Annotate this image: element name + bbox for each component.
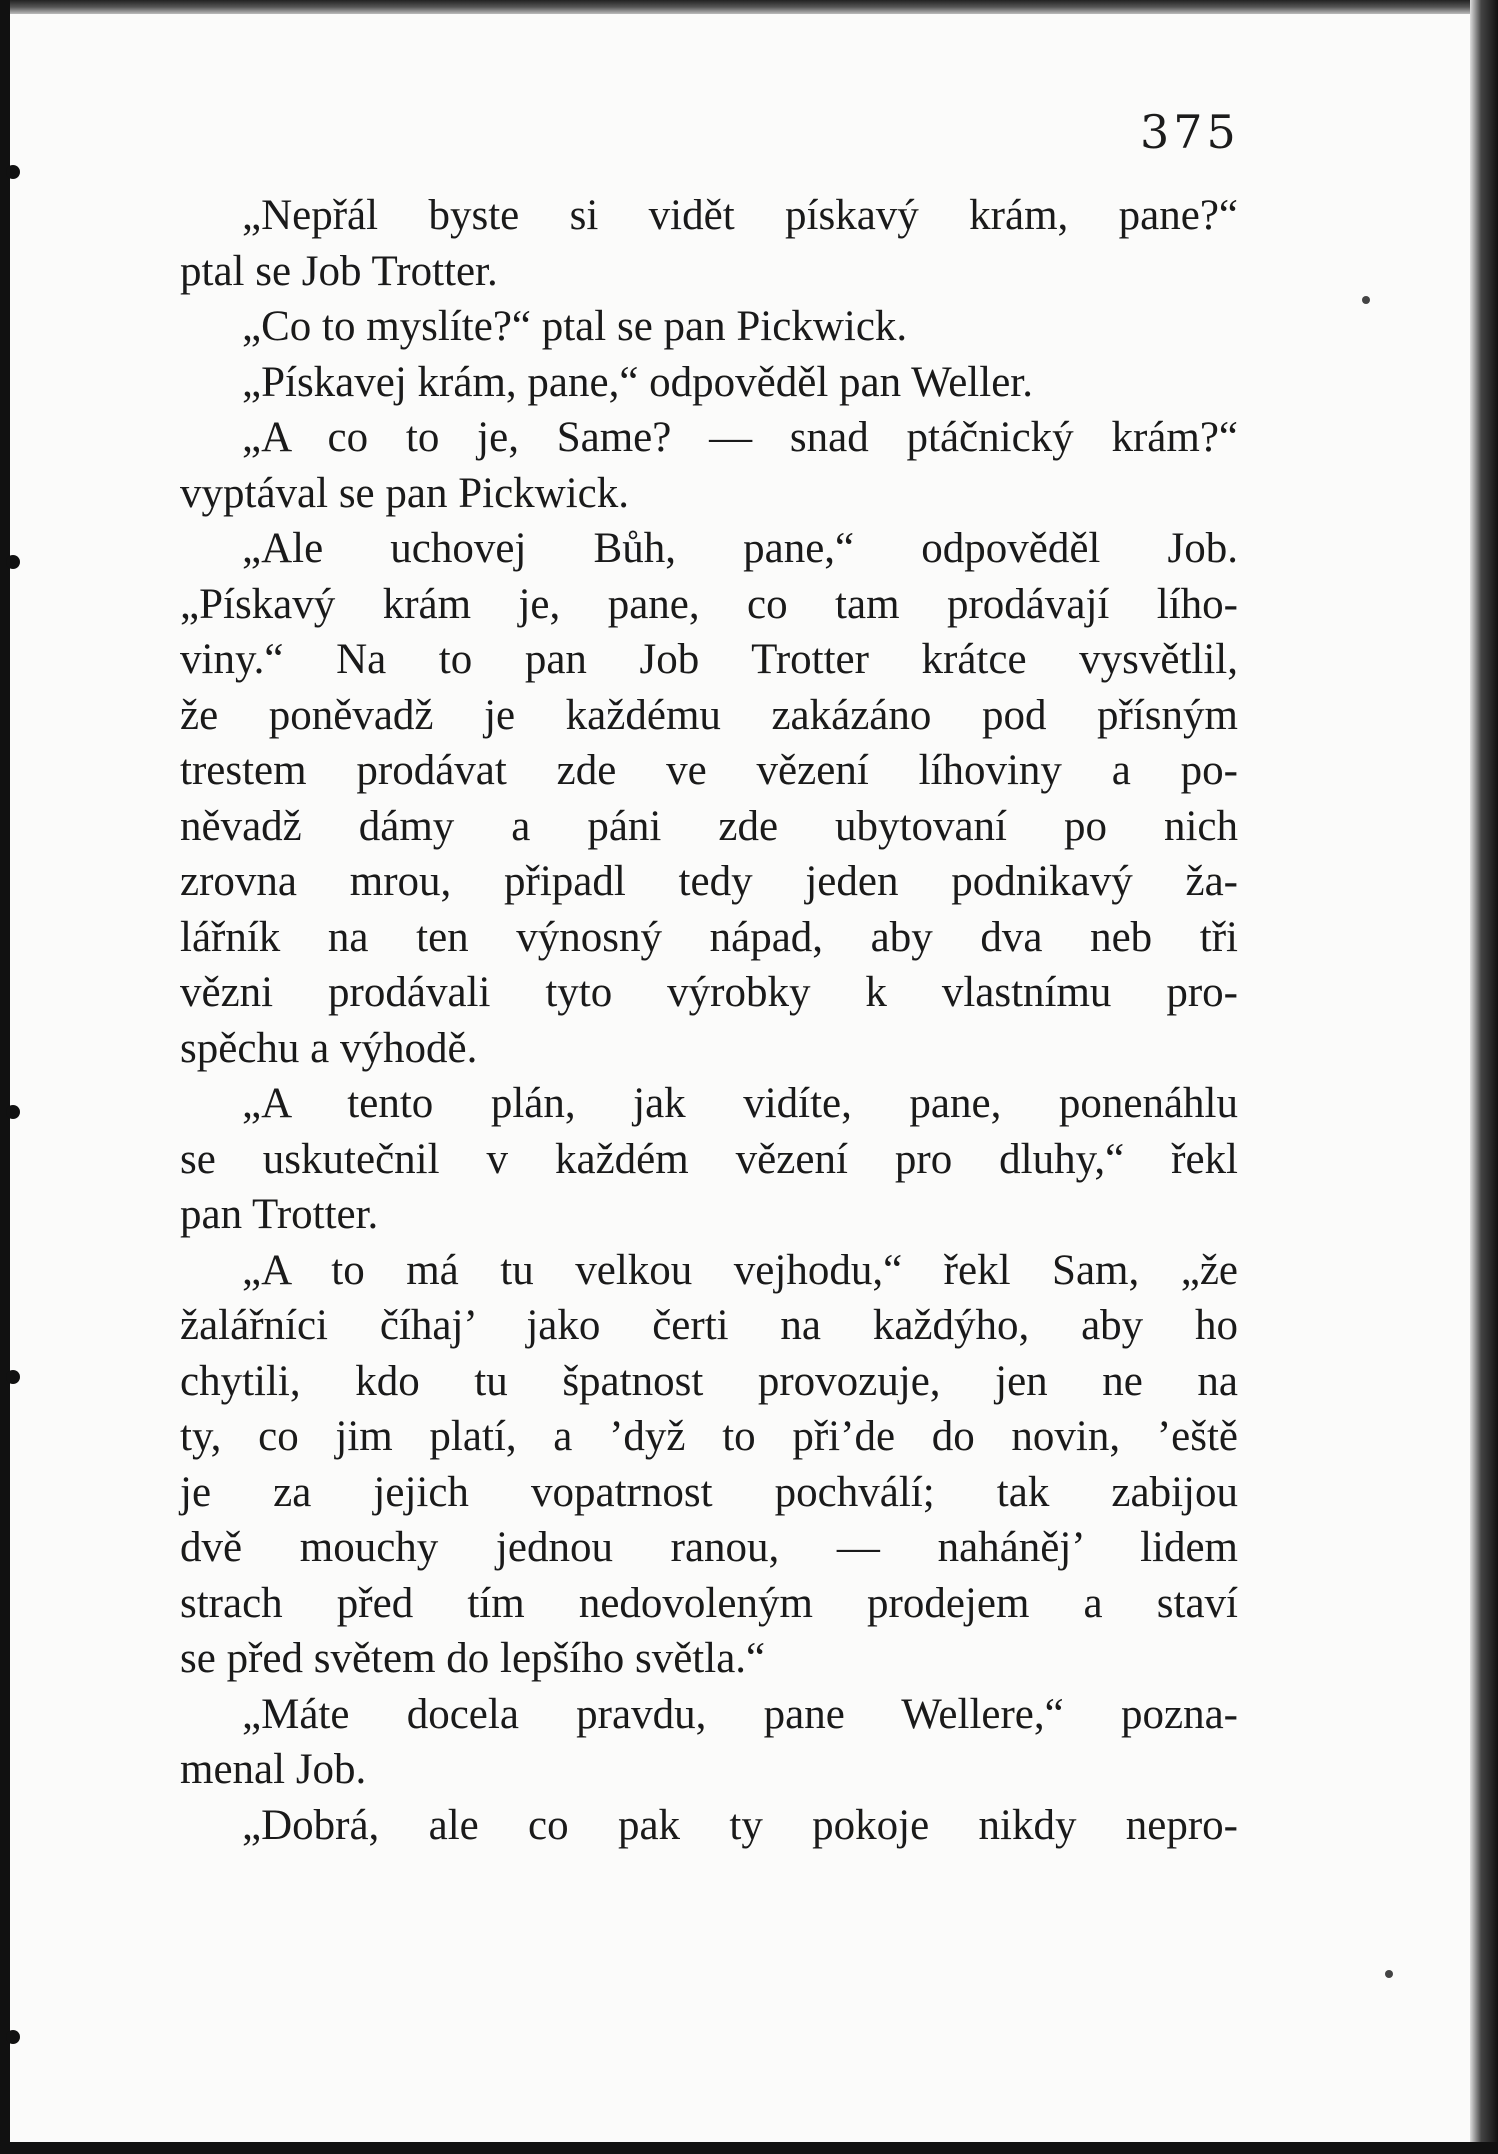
scan-speck [1362, 296, 1370, 304]
text-line: viny.“ Na to pan Job Trotter krátce vysvětlil, [180, 636, 1238, 683]
text-line: „A to má tu velkou vejhodu,“ řekl Sam, „že [242, 1246, 1238, 1294]
text-line: dvě mouchy jednou ranou, — naháněj’ lidem [180, 1524, 1238, 1571]
text-line: je za jejich vopatrnost pochválí; tak zabijou [180, 1468, 1238, 1516]
text-line: se před světem do lepšího světla.“ [180, 1635, 766, 1682]
text-line: lářník na ten výnosný nápad, aby dva neb tři [180, 913, 1238, 961]
text-line: vězni prodávali tyto výrobky k vlastnímu pro- [180, 969, 1238, 1016]
text-line: spěchu a výhodě. [180, 1024, 478, 1072]
text-line: „A co to je, Same? — snad ptáčnický krám?“ [242, 414, 1238, 461]
scan-speck [1385, 1970, 1393, 1978]
text-line: „Co to myslíte?“ ptal se pan Pickwick. [242, 303, 908, 350]
text-line: „Pískavej krám, pane,“ odpověděl pan Weller. [242, 358, 1033, 406]
text-line: vyptával se pan Pickwick. [180, 469, 630, 517]
text-line: že poněvadž je každému zakázáno pod přísným [180, 691, 1238, 739]
text-line: „Dobrá, ale co pak ty pokoje nikdy nepro- [242, 1801, 1238, 1849]
text-line: trestem prodávat zde ve vězení líhoviny a po- [180, 747, 1238, 794]
text-line: strach před tím nedovoleným prodejem a staví [180, 1579, 1238, 1627]
text-line: se uskutečnil v každém vězení pro dluhy,“ řekl [180, 1135, 1238, 1183]
text-line: „Nepřál byste si vidět pískavý krám, pane?“ [242, 192, 1238, 239]
body-text [180, 188, 1238, 1853]
scan-edge-bottom [0, 2142, 1498, 2154]
text-line: „Máte docela pravdu, pane Wellere,“ pozna- [242, 1690, 1238, 1738]
text-line: „Ale uchovej Bůh, pane,“ odpověděl Job. [242, 525, 1238, 572]
scan-edge-right [1470, 0, 1498, 2154]
page-number: 375 [1140, 105, 1240, 159]
text-line: něvadž dámy a páni zde ubytovaní po nich [180, 802, 1238, 850]
text-line: menal Job. [180, 1746, 367, 1793]
binding-mark [6, 1370, 20, 1384]
text-line: „Pískavý krám je, pane, co tam prodávají lího- [180, 580, 1238, 628]
text-line: ptal se Job Trotter. [180, 247, 498, 295]
scan-edge-left [0, 0, 10, 2154]
text-line: zrovna mrou, připadl tedy jeden podnikavý ža- [180, 858, 1238, 905]
binding-mark [6, 1105, 20, 1119]
binding-mark [6, 165, 20, 179]
text-line: „A tento plán, jak vidíte, pane, ponenáhlu [242, 1080, 1238, 1127]
text-line: ty, co jim platí, a ’dyž to při’de do novin, ’eště [180, 1413, 1238, 1460]
binding-mark [6, 2030, 20, 2044]
text-line: pan Trotter. [180, 1191, 379, 1238]
binding-mark [6, 555, 20, 569]
text-line: žalářníci číhaj’ jako čerti na každýho, aby ho [180, 1302, 1238, 1349]
scan-edge-top [0, 0, 1498, 14]
text-line: chytili, kdo tu špatnost provozuje, jen ne na [180, 1357, 1238, 1405]
